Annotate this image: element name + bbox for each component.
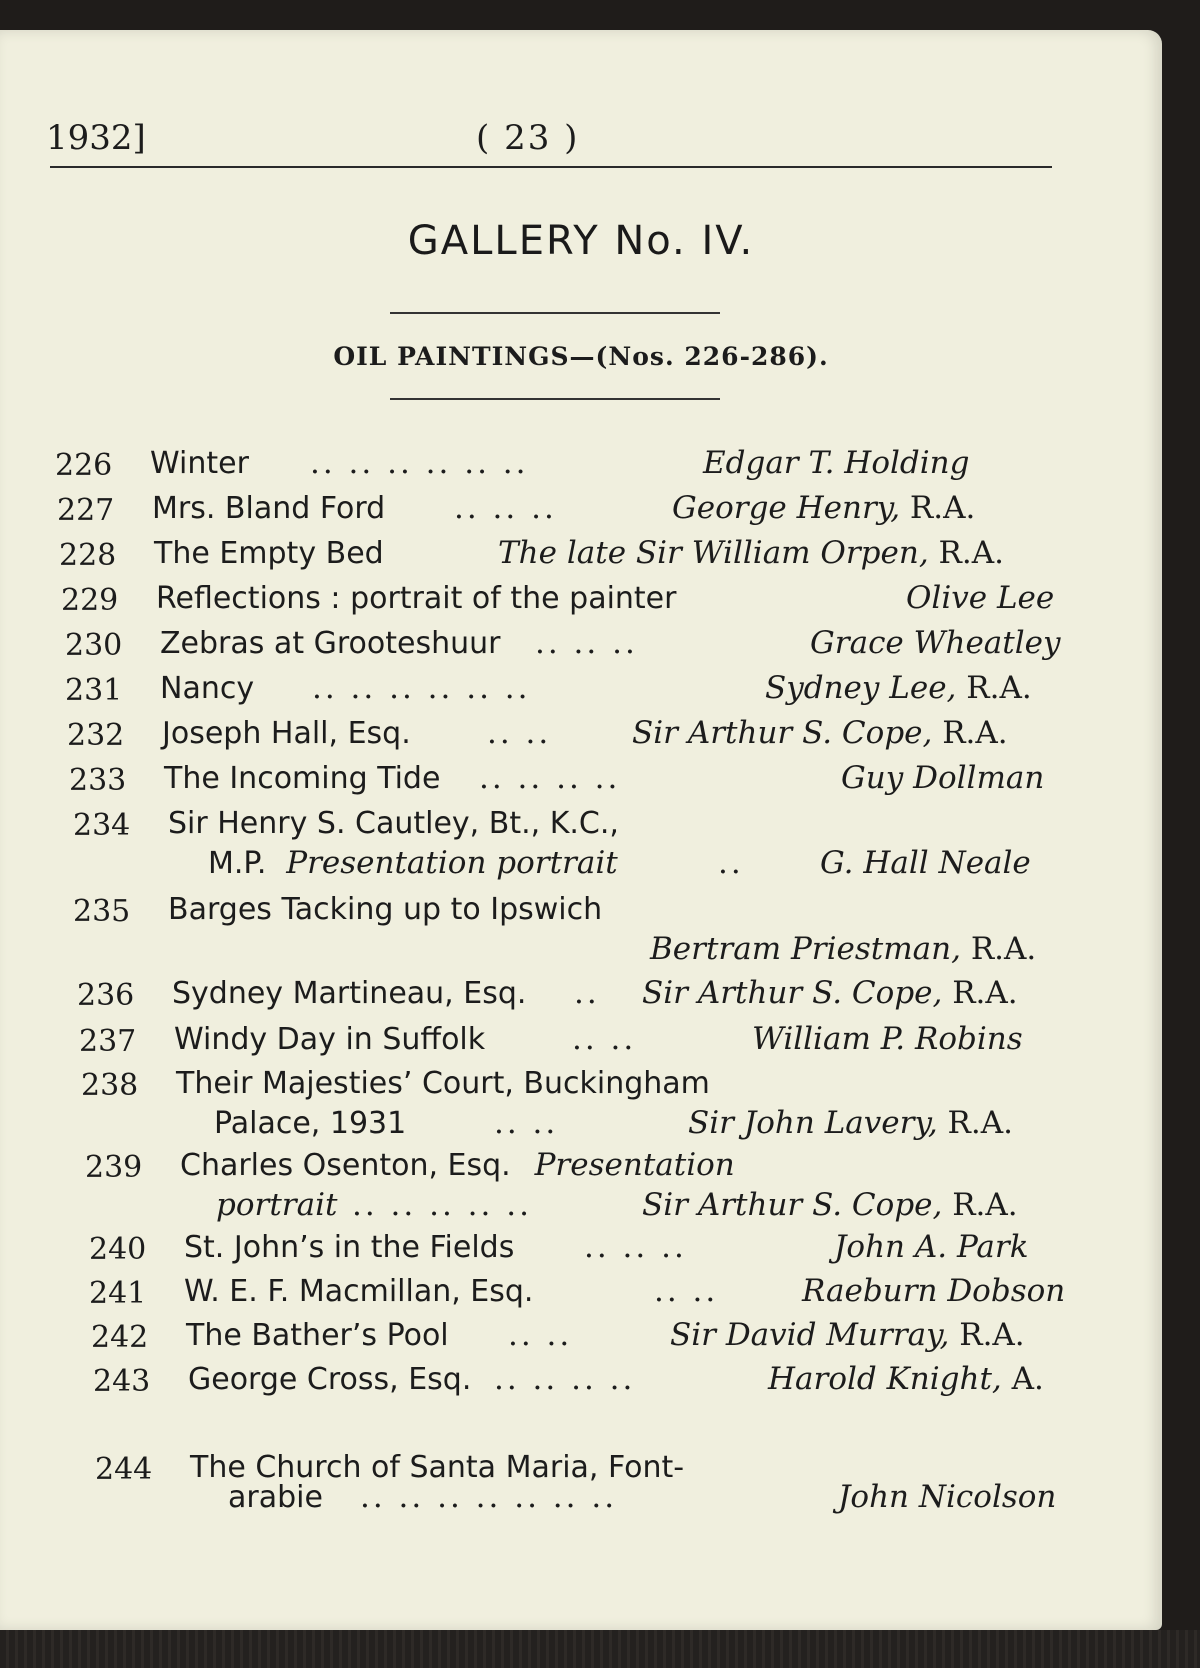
entry-title: Sir Henry S. Cautley, Bt., K.C., [168,806,619,841]
list-item [65,625,1061,663]
entry-artist: Sir David Murray, R.A. [670,1317,1025,1353]
list-item [59,535,1004,573]
leader-dots: .. .. .. .. .. .. .. [360,1479,618,1515]
entry-title: Joseph Hall, Esq. [162,716,411,751]
entry-note: Presentation [534,1147,735,1183]
leader-dots: .. .. .. .. .. [352,1187,532,1223]
entry-title: The Incoming Tide [164,761,441,796]
list-item [91,1317,1025,1355]
entry-artist: The late Sir William Orpen, R.A. [498,535,1004,571]
page-bottom-edge [0,1630,1200,1668]
entry-title: W. E. F. Macmillan, Esq. [184,1274,534,1309]
entry-title: Sydney Martineau, Esq. [172,976,527,1011]
entry-artist: Edgar T. Holding [703,445,970,481]
header-year: 1932] [46,118,146,158]
list-item [77,975,1018,1013]
entry-artist: Bertram Priestman, R.A. [650,931,1037,967]
entry-title-cont: Palace, 1931 [214,1106,407,1141]
header-page-number: ( 23 ) [476,118,580,158]
entry-artist: Sir John Lavery, R.A. [688,1105,1013,1141]
entry-title: George Cross, Esq. [188,1362,472,1397]
leader-dots: .. .. .. [584,1229,687,1265]
entry-artist: William P. Robins [752,1021,1023,1057]
catalogue-page [0,30,1162,1630]
entry-number: 226 [55,448,113,483]
list-item [69,760,1045,798]
entry-number: 237 [79,1024,137,1059]
leader-dots: .. .. .. .. .. .. [312,670,531,706]
entry-title: The Empty Bed [154,536,384,571]
entry-artist: Grace Wheatley [810,625,1061,661]
entry-artist: G. Hall Neale [820,845,1031,881]
entry-artist: Guy Dollman [841,760,1045,796]
entry-number: 240 [89,1232,147,1267]
entry-number: 242 [91,1320,149,1355]
entry-number: 227 [57,493,115,528]
entry-artist: George Henry, R.A. [672,490,976,526]
entry-title: Their Majesties’ Court, Buckingham [176,1066,710,1101]
list-item [93,1361,1044,1399]
entry-artist: John Nicolson [838,1479,1057,1515]
entry-artist: John A. Park [834,1229,1029,1265]
entry-title: Winter [150,446,249,481]
entry-number: 229 [61,583,119,618]
entry-number: 236 [77,978,135,1013]
list-item [73,892,1037,967]
entry-number: 238 [81,1068,139,1103]
entry-title: Reflections : portrait of the painter [156,581,677,616]
entry-title: Barges Tacking up to Ipswich [168,892,603,927]
entry-title: Nancy [160,671,255,706]
entry-title-cont: arabie [228,1480,323,1515]
leader-dots: .. .. .. [454,490,557,526]
entry-title: The Bather’s Pool [186,1318,449,1353]
list-item [61,580,1055,618]
list-item [57,490,976,528]
gallery-title: GALLERY No. IV. [407,218,755,264]
entry-title: The Church of Santa Maria, Font- [190,1450,685,1485]
header-rule [50,166,1052,168]
entry-number: 228 [59,538,117,573]
entry-artist: Raeburn Dobson [802,1273,1066,1309]
entry-artist: Olive Lee [906,580,1055,616]
list-item [85,1147,1018,1223]
entry-title: Charles Osenton, Esq. [180,1148,511,1183]
leader-dots: .. .. .. .. [494,1361,636,1397]
leader-dots: .. .. [508,1317,573,1353]
leader-dots: .. .. .. [535,625,638,661]
entry-number: 239 [85,1150,143,1185]
entry-number: 241 [89,1276,147,1311]
entry-number: 232 [67,718,125,753]
entry-number: 243 [93,1364,151,1399]
leader-dots: .. [574,975,600,1011]
entry-title: Windy Day in Suffolk [174,1022,486,1057]
section-title: OIL PAINTINGS—(Nos. 226-286). [333,342,829,371]
entry-number: 235 [73,894,131,929]
entry-number: 244 [95,1452,153,1487]
entry-title-cont: M.P. [208,846,267,881]
list-item [73,806,1031,881]
list-item [55,445,970,483]
entry-note-cont: portrait [216,1187,338,1223]
entry-title: Mrs. Bland Ford [152,491,386,526]
entry-artist: Sir Arthur S. Cope, R.A. [632,715,1008,751]
entry-artist: Harold Knight, A. [768,1361,1044,1397]
entry-note: Presentation portrait [286,845,618,881]
leader-dots: .. [718,845,744,881]
list-item [95,1450,1057,1515]
leader-dots: .. .. [494,1105,559,1141]
leader-dots: .. .. .. .. [479,760,621,796]
entry-artist: Sydney Lee, R.A. [765,670,1032,706]
entry-number: 231 [65,673,123,708]
entry-title: Zebras at Grooteshuur [160,626,501,661]
entry-artist: Sir Arthur S. Cope, R.A. [642,975,1018,1011]
title-rule-bottom [390,398,720,400]
leader-dots: .. .. [654,1273,719,1309]
leader-dots: .. .. [487,715,552,751]
list-item [79,1021,1023,1059]
leader-dots: .. .. .. .. .. .. [310,445,529,481]
list-item [67,715,1008,753]
title-rule-top [390,312,720,314]
entry-number: 230 [65,628,123,663]
list-item [81,1066,1013,1141]
entry-artist: Sir Arthur S. Cope, R.A. [642,1187,1018,1223]
leader-dots: .. .. [572,1021,637,1057]
list-item [89,1229,1029,1267]
entry-title: St. John’s in the Fields [184,1230,515,1265]
entry-number: 234 [73,808,131,843]
list-item [65,670,1032,708]
entry-number: 233 [69,763,127,798]
list-item [89,1273,1066,1311]
